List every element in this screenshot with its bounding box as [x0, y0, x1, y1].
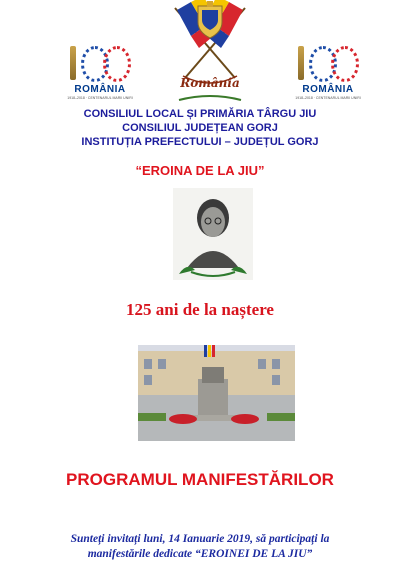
event-title: “EROINA DE LA JIU”	[135, 163, 265, 178]
crossed-flags-icon	[165, 0, 255, 110]
centenary-100-mark	[283, 42, 373, 82]
flags-crest-emblem	[165, 0, 255, 110]
organizer-line-1: CONSILIUL LOCAL ȘI PRIMĂRIA TÂRGU JIU	[83, 108, 317, 120]
monument-photo	[138, 345, 295, 441]
organizer-line-2: CONSILIUL JUDEȚEAN GORJ	[122, 122, 278, 134]
centenary-100-mark	[55, 42, 145, 82]
organizer-line-3: INSTITUȚIA PREFECTULUI – JUDEȚUL GORJ	[81, 136, 319, 148]
logo-word-left: ROMÂNIA	[74, 84, 126, 95]
anniversary-heading: 125 ani de la naștere	[126, 300, 274, 319]
crest-label: România	[180, 76, 240, 90]
invitation-line-1: Sunteți invitați luni, 14 Ianuarie 2019, să participați la	[70, 533, 330, 545]
logo-caption-right: 1918–2018 · CENTENARUL MARII UNIRI	[295, 96, 361, 100]
logo-word-right: ROMÂNIA	[302, 84, 354, 95]
portrait-photo	[173, 188, 253, 280]
centenary-logo-right	[283, 42, 373, 100]
program-title: PROGRAMUL MANIFESTĂRILOR	[66, 470, 334, 489]
invitation-line-2: manifestările dedicate “EROINEI DE LA JIU”	[87, 548, 313, 560]
centenary-logo-left	[55, 42, 145, 100]
logo-caption-left: 1918–2018 · CENTENARUL MARII UNIRI	[67, 96, 133, 100]
